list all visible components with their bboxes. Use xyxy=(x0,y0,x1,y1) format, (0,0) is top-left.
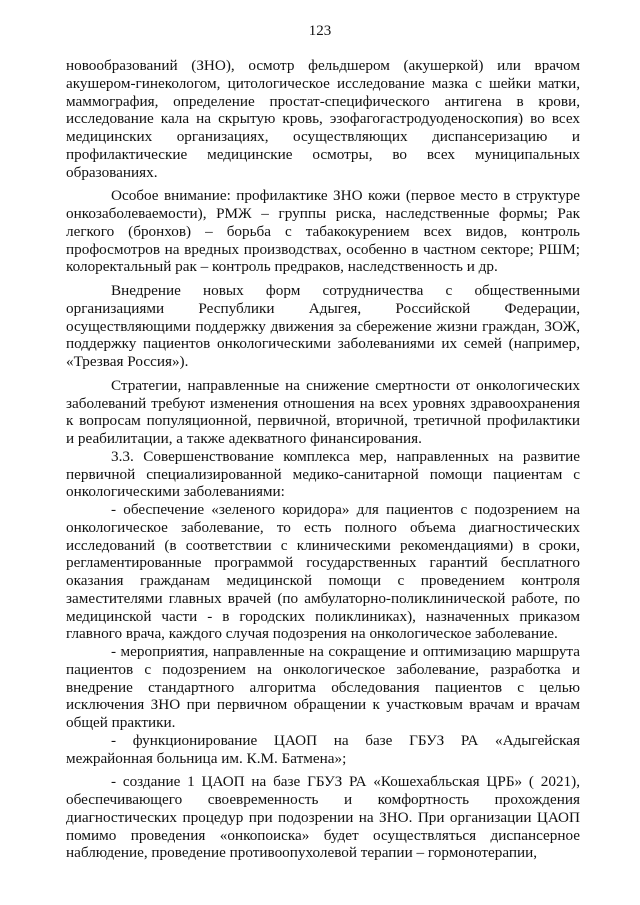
section-3-3-heading: 3.3. Совершенствование комплекса мер, направленных на развитие первичной специализированной медико-санитарной помощи пациентам с онкологическими заболеваниями: xyxy=(66,447,580,501)
paragraph-cooperation: Внедрение новых форм сотрудничества с общественными организациями Республики Адыгея, Российской Федерации, осуществляющими поддержку движения за сбережение жизни граждан, ЗОЖ, поддержку пациентов онкологическими заболеваниями их семей (например, «Трезвая Россия»). xyxy=(66,282,580,370)
paragraph-special-attention: Особое внимание: профилактике ЗНО кожи (первое место в структуре онкозаболеваемости), РМЖ – группы риска, наследственные формы; Рак легкого (бронхов) – борьба с табакокурением всех видов, контроль профосмотров на вредных производствах, особенно в частном секторе; РШМ; колоректальный рак – контроль предраков, наследственность и др. xyxy=(66,187,580,276)
list-item-caop-functioning: - функционирование ЦАОП на базе ГБУЗ РА «Адыгейская межрайонная больница им. К.М. Батмена»; xyxy=(66,731,580,767)
list-item-routing-measures: - мероприятия, направленные на сокращение и оптимизацию маршрута пациентов с подозрением на онкологическое заболевание, разработка и внедрение стандартного алгоритма обследования пациентов с целью исключения ЗНО при первичном обращении к участковым врачам и врачам общей практики. xyxy=(66,643,580,731)
paragraph-strategies: Стратегии, направленные на снижение смертности от онкологических заболеваний требуют изменения отношения на всех уровнях здравоохранения к вопросам популяционной, первичной, вторичной, третичной профилактики и реабилитации, а также адекватного финансирования. xyxy=(66,376,580,447)
list-item-green-corridor: - обеспечение «зеленого коридора» для пациентов с подозрением на онкологическое заболевание, то есть полного объема диагностических исследований (в соответствии с клиническими рекомендациями) в сроки, регламентированные программой государственных гарантий бесплатного оказания гражданам медицинской помощи с проведением контроля заместителями главных врачей (по амбулаторно-поликлинической работе, по медицинской части - в городских поликлиниках), назначенных приказом главного врача, каждого случая подозрения на онкологическое заболевание. xyxy=(66,501,580,643)
paragraph-screening-continuation: новообразований (ЗНО), осмотр фельдшером (акушеркой) или врачом акушером-гинекологом, цитологическое исследование мазка с шейки матки, маммография, определение простат-специфического антигена в крови, исследование кала на скрытую кровь, эзофагогастродуоденоскопия) во всех медицинских организациях, осуществляющих диспансеризацию и профилактические медицинские осмотры, во всех муниципальных образованиях. xyxy=(66,57,580,181)
page-number: 123 xyxy=(308,23,332,39)
document-body xyxy=(66,57,580,862)
list-item-caop-creation: - создание 1 ЦАОП на базе ГБУЗ РА «Кошехабльская ЦРБ» ( 2021), обеспечивающего своевременность и комфортность прохождения диагностических процедур при подозрении на ЗНО. При организации ЦАОП помимо проведения «онкопоиска» будет осуществляться диспансерное наблюдение, проведение противоопухолевой терапии – гормонотерапии, xyxy=(66,773,580,862)
